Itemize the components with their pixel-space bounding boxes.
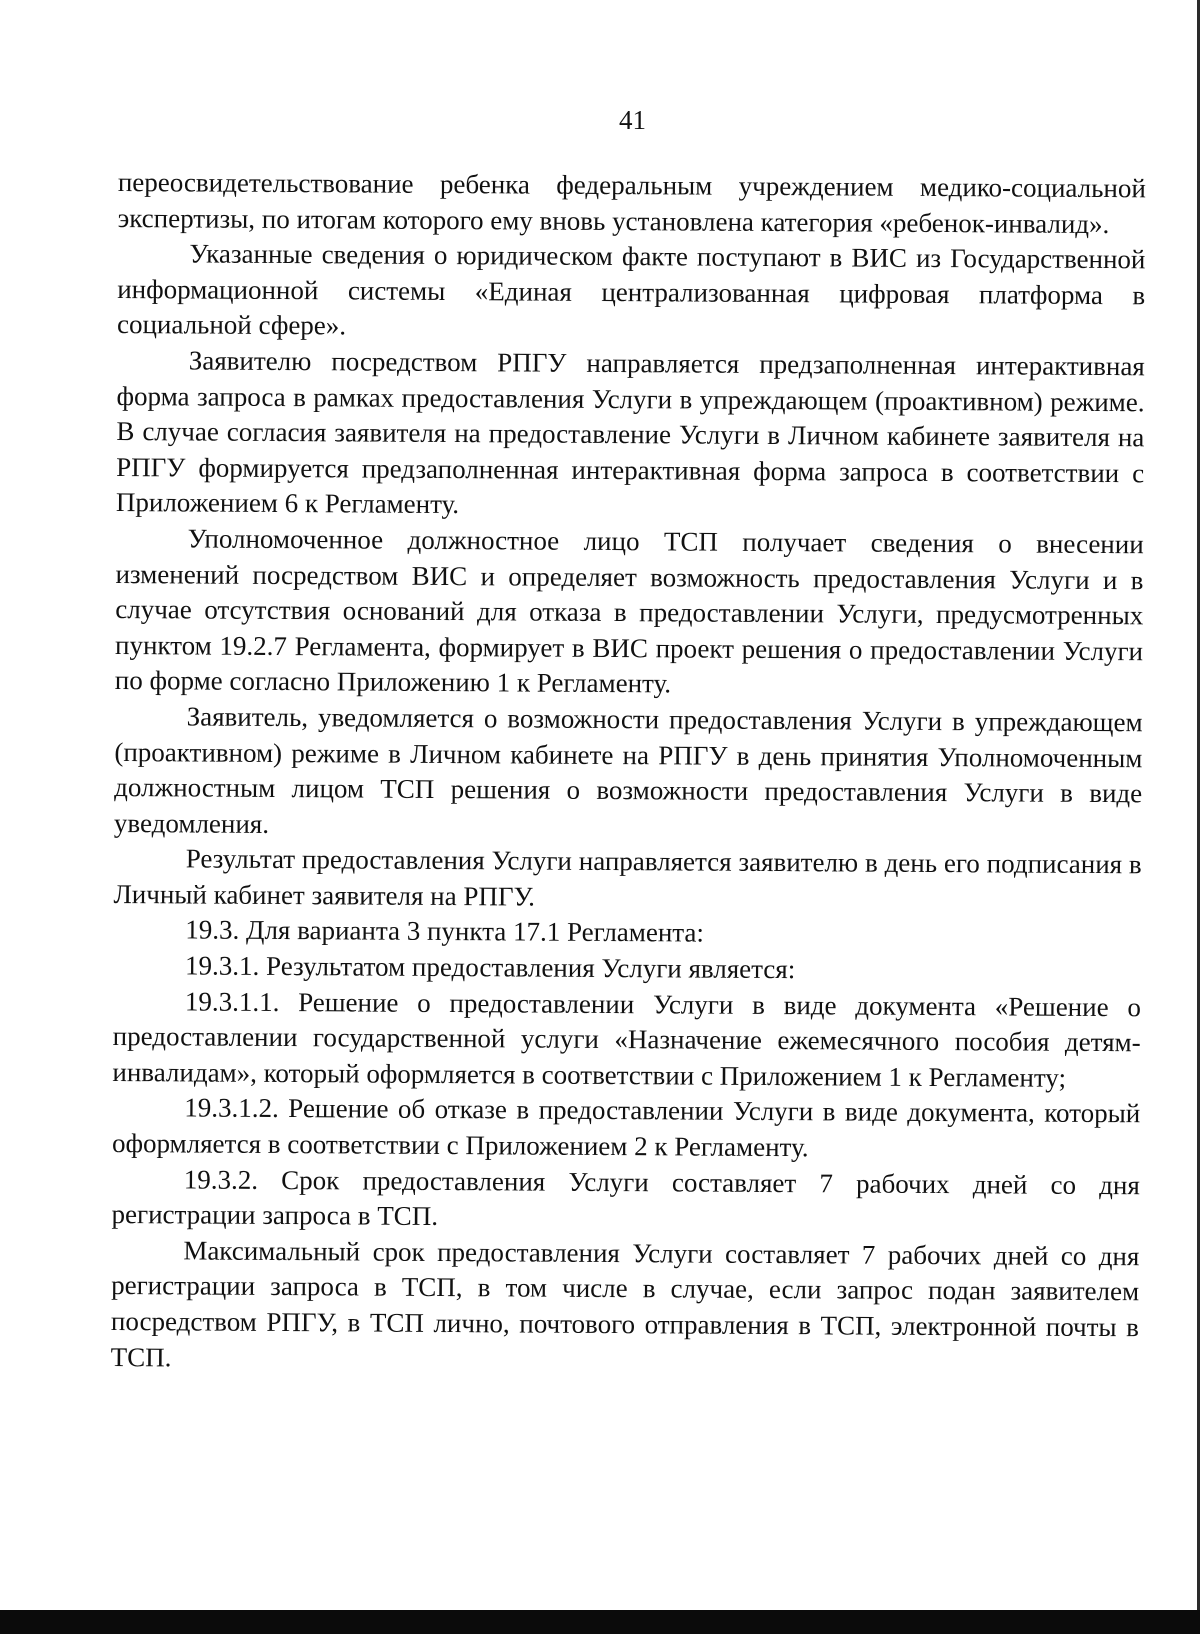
- paragraph-19-3-2: 19.3.2. Срок предоставления Услуги составляет 7 рабочих дней со дня регистрации запроса в ТСП.: [111, 1164, 1140, 1232]
- paragraph-proactive-form: Заявителю посредством РПГУ направляется предзаполненная интерактивная форма запроса в рамках предоставления Услуги в упреждающем (проактивном) режиме. В случае согласия заявителя на предоставление Услуги в Личном кабинете заявителя на РПГУ формируется предзаполненная интерактивная форма запроса в соответствии с Приложением 6 к Регламенту.: [115, 345, 1145, 520]
- paragraph-result-sent: Результат предоставления Услуги направляется заявителю в день его подписания в Личный кабинет заявителя на РПГУ.: [113, 843, 1142, 912]
- paragraph-19-3-1: 19.3.1. Результатом предоставления Услуги является:: [185, 950, 796, 985]
- document-body: [111, 165, 1146, 1381]
- scan-edge-bottom: [0, 1610, 1200, 1634]
- paragraph-19-3-1-2: 19.3.1.2. Решение об отказе в предоставлении Услуги в виде документа, который оформляется в соответствии с Приложением 2 к Регламенту.: [111, 1092, 1141, 1163]
- paragraph-source-of-data: Указанные сведения о юридическом факте поступают в ВИС из Государственной информационной системы «Единая централизованная цифровая платформа в социальной сфере».: [116, 238, 1146, 341]
- paragraph-applicant-notified: Заявитель, уведомляется о возможности предоставления Услуги в упреждающем (проактивном) режиме в Личном кабинете на РПГУ в день принятия Уполномоченным должностным лицом ТСП решения о возможности предоставления Услуги в виде уведомления.: [113, 701, 1143, 839]
- paragraph-19-3-1-1: 19.3.1.1. Решение о предоставлении Услуги в виде документа «Решение о предоставлении государственной услуги «Назначение ежемесячного пособия детям-инвалидам», который оформляется в соответствии с Приложением 1 к Регламенту;: [112, 986, 1141, 1093]
- paragraph-continuation: переосвидетельствование ребенка федеральным учреждением медико-социальной экспертизы, по итогам которого ему вновь установлена категория «ребенок-инвалид».: [117, 166, 1146, 239]
- page-number: 41: [619, 105, 646, 135]
- paragraph-19-3: 19.3. Для варианта 3 пункта 17.1 Регламента:: [185, 914, 705, 949]
- paragraph-official-decision: Уполномоченное должностное лицо ТСП получает сведения о внесении изменений посредством ВИС и определяет возможность предоставления Услуги и в случае отсутствия оснований для отказа в предоставлении Услуги, предусмотренных пунктом 19.2.7 Регламента, формирует в ВИС проект решения о предоставлении Услуги по форме согласно Приложению 1 к Регламенту.: [114, 523, 1144, 699]
- paragraph-max-term: Максимальный срок предоставления Услуги составляет 7 рабочих дней со дня регистрации запроса в ТСП, в том числе в случае, если запрос подан заявителем посредством РПГУ, в ТСП лично, почтового отправления в ТСП, электронной почты в ТСП.: [110, 1235, 1140, 1372]
